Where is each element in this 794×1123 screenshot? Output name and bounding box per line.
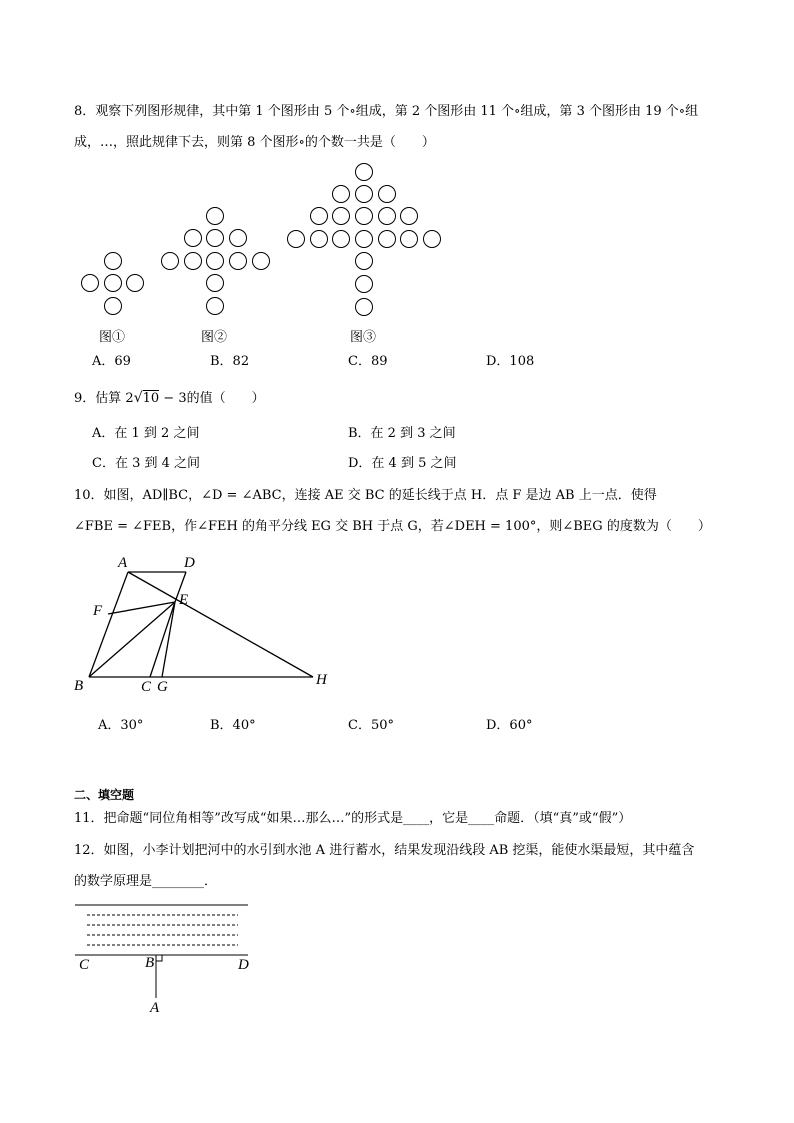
figure-1-caption: 图①	[99, 330, 126, 345]
q12-stem-line1: 12．如图，小李计划把河中的水引到水池 A 进行蓄水，结果发现沿线段 AB 挖渠，能使水渠最短，其中蕴含	[74, 843, 695, 858]
figure-2-caption: 图②	[201, 330, 228, 345]
label-c-river: C	[79, 957, 90, 973]
q12-stem-line2: 的数学原理是________．	[74, 874, 218, 889]
label-e: E	[179, 592, 189, 608]
q10-option-a[interactable]: A．30°	[98, 718, 144, 733]
label-c: C	[141, 679, 152, 695]
q10-stem-line2: ∠FBE = ∠FEB，作∠FEH 的角平分线 EG 交 BH 于点 G，若∠DEH = 100°，则∠BEG 的度数为（ ）	[74, 519, 711, 534]
q9-option-b[interactable]: B．在 2 到 3 之间	[348, 426, 456, 441]
section-title: 二、填空题	[74, 788, 135, 802]
q9-radicand: 10	[142, 391, 160, 406]
q8-option-b[interactable]: B．82	[210, 354, 250, 369]
label-a-pool: A	[150, 1000, 160, 1016]
q9-option-c[interactable]: C．在 3 到 4 之间	[92, 456, 201, 471]
label-b-river: B	[145, 955, 155, 971]
label-g: G	[157, 679, 168, 695]
label-h: H	[316, 672, 327, 688]
q8-option-d[interactable]: D．108	[486, 354, 535, 369]
label-f: F	[93, 603, 103, 619]
q9-option-d[interactable]: D．在 4 到 5 之间	[348, 456, 457, 471]
q10-option-c[interactable]: C．50°	[348, 718, 394, 733]
right-angle-mark	[156, 955, 162, 961]
label-b: B	[74, 678, 84, 694]
figure-3-caption: 图③	[350, 330, 377, 345]
q11-stem: 11．把命题“同位角相等”改写成“如果…那么…”的形式是____，它是____命题．（填“真”或“假”）	[74, 811, 632, 826]
q10-option-d[interactable]: D．60°	[486, 718, 533, 733]
q10-option-b[interactable]: B．40°	[210, 718, 256, 733]
q8-stem-line1: 8．观察下列图形规律，其中第 1 个图形由 5 个∘组成，第 2 个图形由 11 个∘组成，第 3 个图形由 19 个∘组	[74, 104, 699, 119]
q9-stem-suffix: − 3的值（ ）	[159, 391, 265, 406]
q9-stem-prefix: 9．估算 2	[74, 391, 134, 406]
q8-stem-line2: 成，…，照此规律下去，则第 8 个图形∘的个数一共是（ ）	[74, 135, 435, 150]
sqrt-symbol: √	[133, 390, 143, 406]
label-d-river: D	[238, 957, 249, 973]
q9-option-a[interactable]: A．在 1 到 2 之间	[92, 426, 200, 441]
label-a: A	[118, 555, 128, 571]
q8-option-c[interactable]: C．89	[348, 354, 388, 369]
q8-option-a[interactable]: A．69	[92, 354, 131, 369]
label-d: D	[184, 555, 195, 571]
q10-stem-line1: 10．如图，AD∥BC，∠D = ∠ABC，连接 AE 交 BC 的延长线于点 H．点 F 是边 AB 上一点．使得	[74, 488, 657, 503]
